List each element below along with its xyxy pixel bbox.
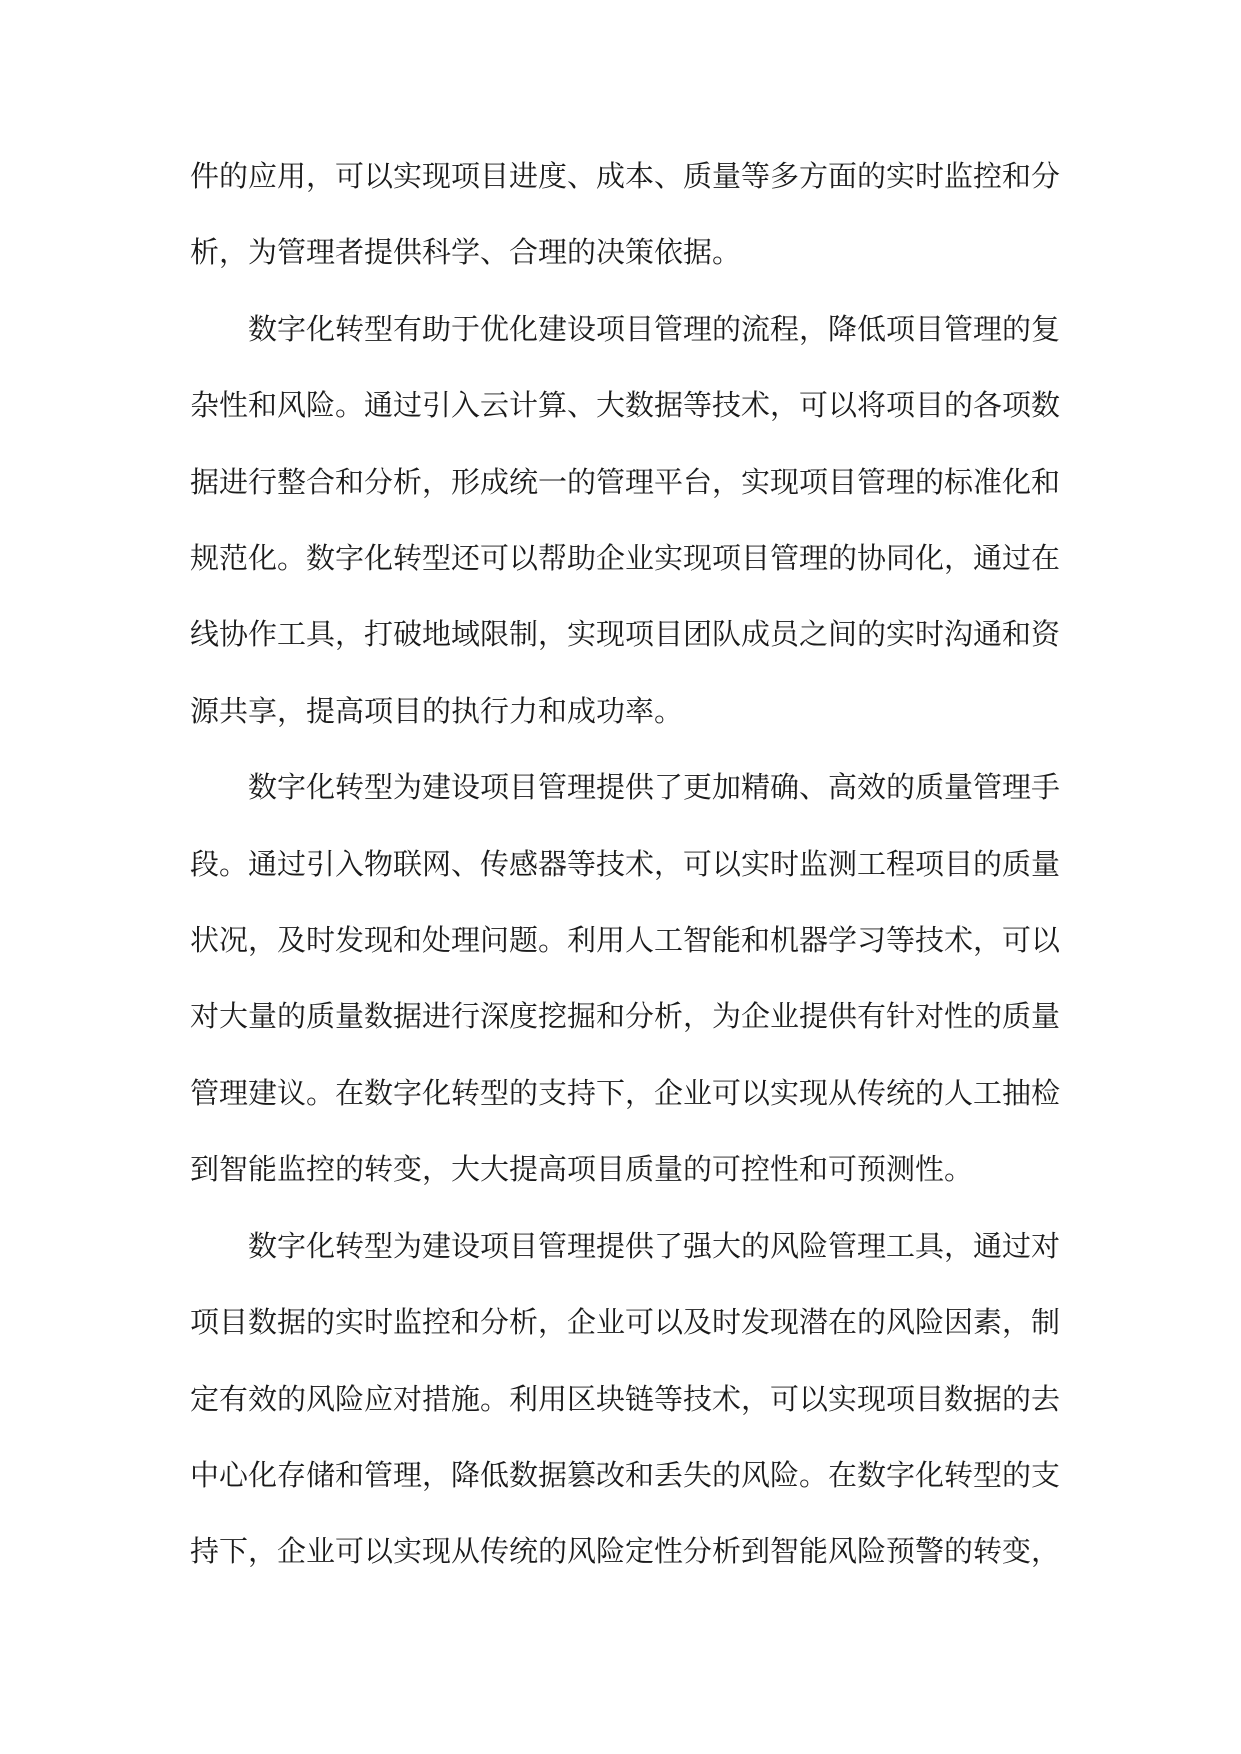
paragraph-continued: 件的应用，可以实现项目进度、成本、质量等多方面的实时监控和分析，为管理者提供科学、合理的决策依据。: [190, 159, 1061, 270]
paragraph-quality-management: 数字化转型为建设项目管理提供了更加精确、高效的质量管理手段。通过引入物联网、传感器等技术，可以实时监测工程项目的质量状况，及时发现和处理问题。利用人工智能和机器学习等技术，可以对大量的质量数据进行深度挖掘和分析，为企业提供有针对性的质量管理建议。在数字化转型的支持下，企业可以实现从传统的人工抽检到智能监控的转变，大大提高项目质量的可控性和可预测性。: [190, 770, 1061, 1187]
paragraph-process-optimization: 数字化转型有助于优化建设项目管理的流程，降低项目管理的复杂性和风险。通过引入云计算、大数据等技术，可以将项目的各项数据进行整合和分析，形成统一的管理平台，实现项目管理的标准化和规范化。数字化转型还可以帮助企业实现项目管理的协同化，通过在线协作工具，打破地域限制，实现项目团队成员之间的实时沟通和资源共享，提高项目的执行力和成功率。: [190, 311, 1061, 728]
paragraph-risk-management: 数字化转型为建设项目管理提供了强大的风险管理工具，通过对项目数据的实时监控和分析，企业可以及时发现潜在的风险因素，制定有效的风险应对措施。利用区块链等技术，可以实现项目数据的去中心化存储和管理，降低数据篡改和丢失的风险。在数字化转型的支持下，企业可以实现从传统的风险定性分析到智能风险预警的转变，: [190, 1228, 1061, 1569]
body-text: [190, 138, 1060, 1590]
